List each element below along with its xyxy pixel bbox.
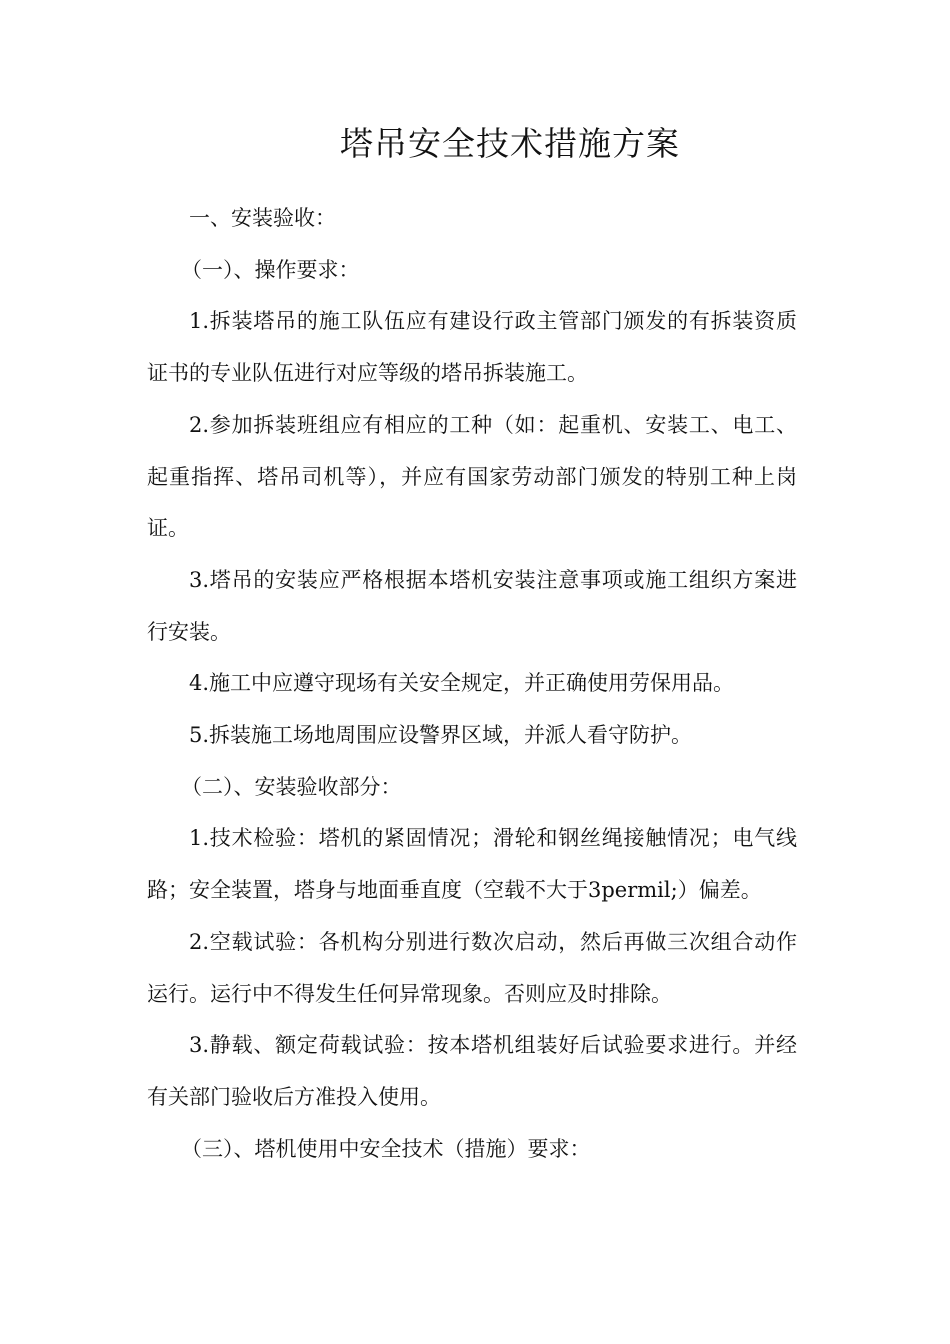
paragraph-static-load-test: 3.静载、额定荷载试验：按本塔机组装好后试验要求进行。并经有关部门验收后方准投入使用。 (147, 1033, 797, 1109)
subsection-heading-acceptance: （二）、安装验收部分： (181, 774, 402, 799)
document-body (147, 193, 797, 1175)
paragraph-item-4: 4.施工中应遵守现场有关安全规定，并正确使用劳保用品。 (189, 671, 735, 696)
subsection-heading-operation: （一）、操作要求： (181, 257, 360, 282)
paragraph-item-2: 2.参加拆装班组应有相应的工种（如：起重机、安装工、电工、起重指挥、塔吊司机等），并应有国家劳动部门颁发的特别工种上岗证。 (147, 412, 797, 541)
document-title: 塔吊安全技术措施方案 (340, 124, 680, 163)
paragraph-technical-inspection: 1.技术检验：塔机的紧固情况；滑轮和钢丝绳接触情况；电气线路；安全装置，塔身与地面垂直度（空载不大于3permil;）偏差。 (147, 826, 797, 903)
paragraph-item-3: 3.塔吊的安装应严格根据本塔机安装注意事项或施工组织方案进行安装。 (147, 567, 797, 644)
paragraph-item-5: 5.拆装施工场地周围应设警界区域，并派人看守防护。 (189, 723, 693, 748)
subsection-heading-safety-measures: （三）、塔机使用中安全技术（措施）要求： (181, 1136, 591, 1161)
paragraph-item-1: 1.拆装塔吊的施工队伍应有建设行政主管部门颁发的有拆装资质证书的专业队伍进行对应等级的塔吊拆装施工。 (147, 309, 797, 386)
paragraph-no-load-test: 2.空载试验：各机构分别进行数次启动，然后再做三次组合动作运行。运行中不得发生任何异常现象。否则应及时排除。 (147, 929, 797, 1006)
section-heading-installation: 一、安装验收： (189, 206, 336, 230)
